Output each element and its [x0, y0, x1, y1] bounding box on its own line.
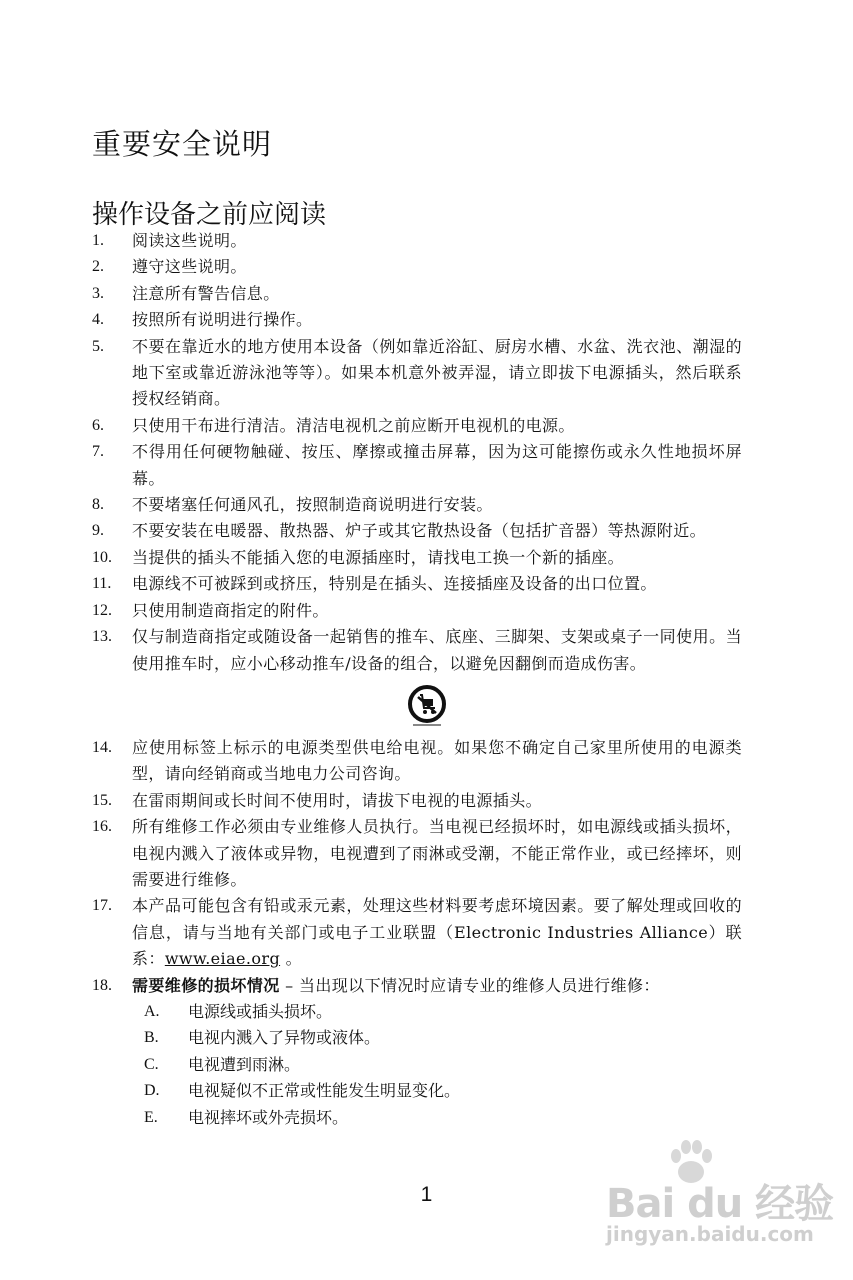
list-item	[92, 735, 742, 788]
item-text: 电源线不可被踩到或挤压，特别是在插头、连接插座及设备的出口位置。	[132, 574, 657, 594]
list-item	[92, 893, 742, 972]
list-item	[92, 254, 742, 280]
page-title: 重要安全说明	[92, 127, 273, 161]
item-number: 10.	[92, 548, 112, 566]
sublist-item	[132, 1105, 742, 1131]
item-17-end: 。	[280, 949, 302, 969]
list-item	[92, 973, 742, 999]
section-subtitle: 操作设备之前应阅读	[92, 200, 327, 230]
item-text	[132, 973, 742, 999]
item-text: 在雷雨期间或长时间不使用时，请拔下电视的电源插头。	[132, 790, 543, 810]
item-number: 8.	[92, 496, 104, 514]
watermark-url: jingyan.baidu.com	[606, 1222, 814, 1246]
item-number: 7.	[92, 443, 104, 461]
sub-letter: C.	[144, 1055, 159, 1073]
list-item	[92, 334, 742, 413]
item-number: 1.	[92, 232, 104, 249]
item-text: 只使用制造商指定的附件。	[132, 600, 329, 620]
item-number: 11.	[92, 575, 112, 593]
list-item	[92, 307, 742, 333]
eiae-link[interactable]: www.eiae.org	[164, 949, 281, 969]
item-text: 注意所有警告信息。	[132, 283, 280, 303]
list-item	[92, 439, 742, 492]
list-item	[92, 788, 742, 814]
item-text: 仅与制造商指定或随设备一起销售的推车、底座、三脚架、支架或桌子一同使用。当使用推车时，应小心移动推车/设备的组合，以避免因翻倒而造成伤害。	[132, 627, 742, 673]
item-text: 只使用干布进行清洁。清洁电视机之前应断开电视机的电源。	[132, 415, 575, 435]
item-text: 不要在靠近水的地方使用本设备（例如靠近浴缸、厨房水槽、水盆、洗衣池、潮湿的地下室或靠近游泳池等等）。如果本机意外被弄湿，请立即拔下电源插头，然后联系授权经销商。	[132, 336, 742, 409]
list-item	[92, 814, 742, 893]
item-text: 遵守这些说明。	[132, 257, 247, 277]
sub-letter: B.	[144, 1029, 159, 1047]
cart-tipover-warning-icon	[407, 684, 447, 728]
sub-text: 电视内溅入了异物或液体。	[188, 1028, 381, 1048]
item-text: 不要安装在电暖器、散热器、炉子或其它散热设备（包括扩音器）等热源附近。	[132, 521, 707, 541]
item-number: 3.	[92, 284, 104, 302]
list-item	[92, 518, 742, 544]
item-text: 阅读这些说明。	[132, 231, 247, 250]
list-item	[92, 598, 742, 624]
item-number: 17.	[92, 897, 112, 915]
list-item	[92, 624, 742, 677]
item-18-text: – 当出现以下情况时应请专业的维修人员进行维修：	[279, 975, 660, 995]
instruction-list	[92, 228, 742, 1131]
page-number: 1	[420, 1183, 433, 1206]
sublist-container	[92, 999, 742, 1131]
list-item	[92, 228, 742, 254]
sub-letter: E.	[144, 1108, 158, 1126]
item-number: 18.	[92, 976, 112, 994]
item-number: 6.	[92, 416, 104, 434]
sub-letter: A.	[144, 1002, 160, 1020]
damage-sublist	[132, 999, 742, 1131]
sublist-item	[132, 999, 742, 1025]
cart-warning-row	[92, 677, 742, 735]
item-number: 2.	[92, 258, 104, 276]
item-text: 当提供的插头不能插入您的电源插座时，请找电工换一个新的插座。	[132, 547, 625, 567]
item-text: 应使用标签上标示的电源类型供电给电视。如果您不确定自己家里所使用的电源类型，请向经销商或当地电力公司咨询。	[132, 737, 742, 784]
item-number: 5.	[92, 337, 104, 355]
item-text: 不得用任何硬物触碰、按压、摩擦或撞击屏幕，因为这可能擦伤或永久性地损坏屏幕。	[132, 442, 742, 488]
item-17-text: 本产品可能包含有铅或汞元素，处理这些材料要考虑环境因素。要了解处理或回收的信息，请与当地有关部门或电子工业联盟（Electronic Industries Alliance）联系：	[132, 896, 742, 969]
watermark-logo: Bai du 经验	[606, 1181, 834, 1227]
item-number: 4.	[92, 311, 104, 329]
item-number: 16.	[92, 818, 112, 836]
baidu-jingyan-watermark	[596, 1140, 836, 1250]
item-text: 按照所有说明进行操作。	[132, 310, 313, 330]
sublist-item	[132, 1025, 742, 1051]
item-number: 9.	[92, 522, 104, 540]
item-18-heading: 需要维修的损坏情况	[132, 975, 280, 995]
item-text	[132, 893, 742, 972]
sub-letter: D.	[144, 1082, 160, 1100]
list-item	[92, 492, 742, 518]
item-number: 12.	[92, 601, 112, 619]
list-item	[92, 571, 742, 597]
list-item	[92, 413, 742, 439]
sub-text: 电视遭到雨淋。	[188, 1054, 301, 1074]
list-item	[92, 545, 742, 571]
sub-text: 电视疑似不正常或性能发生明显变化。	[188, 1081, 461, 1101]
list-item	[92, 281, 742, 307]
sub-text: 电源线或插头损坏。	[188, 1001, 333, 1021]
item-text: 所有维修工作必须由专业维修人员执行。当电视已经损坏时，如电源线或插头损坏，电视内溅入了液体或异物，电视遭到了雨淋或受潮，不能正常作业，或已经摔坏，则需要进行维修。	[132, 817, 742, 889]
sub-text: 电视摔坏或外壳损坏。	[188, 1107, 349, 1127]
item-number: 13.	[92, 628, 112, 646]
item-text: 不要堵塞任何通风孔，按照制造商说明进行安装。	[132, 495, 493, 515]
sublist-item	[132, 1052, 742, 1078]
item-number: 15.	[92, 791, 112, 809]
sublist-item	[132, 1078, 742, 1104]
item-number: 14.	[92, 738, 112, 756]
